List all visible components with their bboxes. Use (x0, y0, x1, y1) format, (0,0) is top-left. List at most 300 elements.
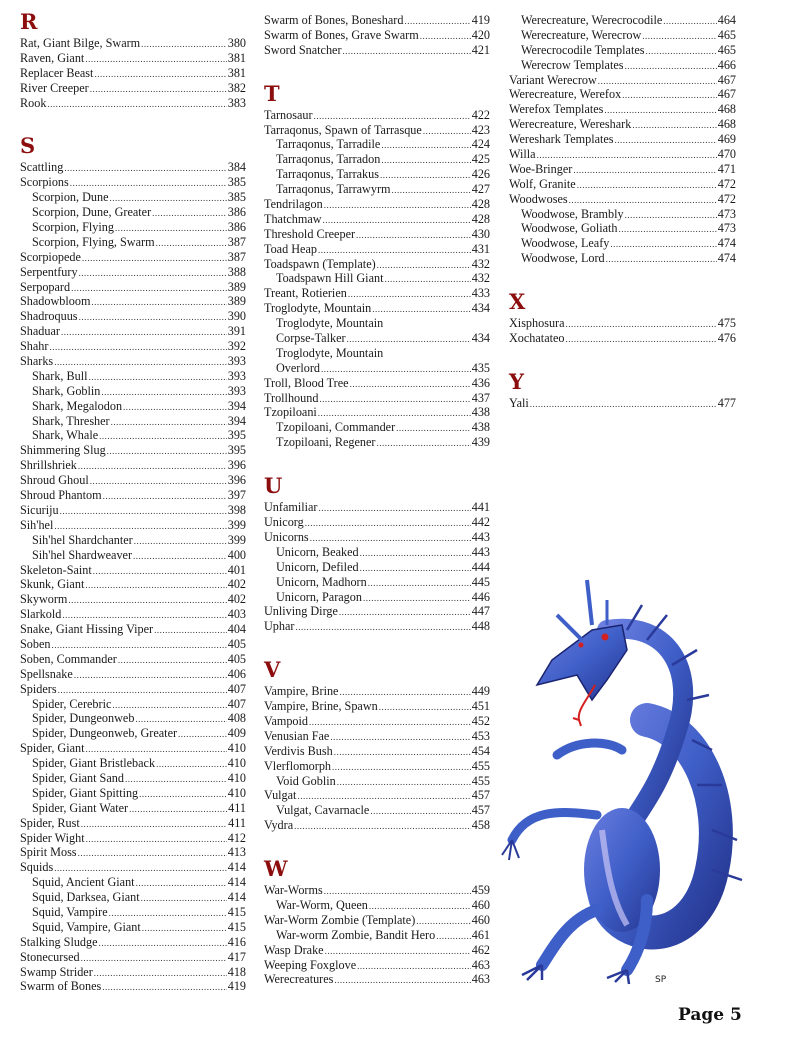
index-column-2 (264, 0, 490, 1009)
dot-leader (111, 415, 227, 430)
entry-name: Unicorn, Beaked (276, 544, 359, 559)
index-entry[interactable] (20, 175, 246, 190)
index-entry[interactable] (20, 875, 246, 890)
entry-page-number: 397 (227, 488, 246, 503)
entry-page-number: 445 (471, 574, 490, 589)
entry-page-number: 410 (227, 770, 246, 785)
entry-name: Tarnosaur (264, 107, 313, 122)
entry-name: Shimmering Slug (20, 443, 106, 458)
entry-page-number: 457 (471, 803, 490, 818)
entry-name: Stonecursed (20, 949, 80, 964)
index-entry[interactable] (20, 220, 246, 235)
dot-leader (369, 899, 471, 914)
dot-leader (129, 802, 227, 817)
dot-leader (420, 29, 471, 44)
index-entry[interactable] (264, 420, 490, 435)
index-entry[interactable] (264, 818, 490, 833)
entry-page-number: 473 (717, 206, 736, 221)
index-entry[interactable] (20, 309, 246, 324)
dot-leader (85, 578, 226, 593)
index-entry[interactable] (20, 280, 246, 295)
entry-page-number: 405 (227, 636, 246, 651)
index-entry[interactable] (264, 759, 490, 774)
dot-leader (71, 281, 227, 296)
index-entry[interactable] (20, 369, 246, 384)
dot-leader (54, 355, 227, 370)
index-entry[interactable] (264, 898, 490, 913)
index-entry[interactable] (264, 242, 490, 257)
index-entry[interactable] (20, 324, 246, 339)
index-entry[interactable] (20, 354, 246, 369)
index-entry[interactable] (20, 682, 246, 697)
index-entry[interactable] (509, 177, 736, 192)
entry-page-number: 408 (227, 711, 246, 726)
dot-leader (94, 966, 227, 981)
index-entry[interactable] (20, 845, 246, 860)
index-entry[interactable] (264, 346, 490, 361)
entry-name: Shark, Goblin (32, 383, 101, 398)
entry-name: Woodwose, Brambly (521, 206, 624, 221)
entry-page-number: 414 (227, 860, 246, 875)
section-letter-heading: Y (509, 368, 524, 394)
index-entry[interactable] (20, 81, 246, 96)
entry-page-number: 403 (227, 607, 246, 622)
entry-name: Skunk, Giant (20, 577, 85, 592)
entry-page-number: 428 (471, 197, 490, 212)
index-entry[interactable] (20, 265, 246, 280)
index-entry[interactable] (509, 162, 736, 177)
entry-name: Shark, Megalodon (32, 398, 123, 413)
entry-page-number: 385 (227, 190, 246, 205)
entry-name: Unfamiliar (264, 500, 318, 515)
index-entry[interactable] (509, 331, 736, 346)
index-entry[interactable] (20, 711, 246, 726)
index-entry[interactable] (509, 43, 736, 58)
entry-name: Squid, Ancient Giant (32, 875, 135, 890)
dot-leader (377, 436, 471, 451)
index-entry[interactable] (20, 384, 246, 399)
entry-page-number: 387 (227, 249, 246, 264)
index-entry[interactable] (20, 160, 246, 175)
dot-leader (324, 884, 471, 899)
index-entry[interactable] (20, 860, 246, 875)
index-entry[interactable] (509, 207, 736, 222)
index-entry[interactable] (264, 43, 490, 58)
index-entry[interactable] (264, 331, 490, 346)
index-entry[interactable] (264, 958, 490, 973)
index-entry[interactable] (264, 560, 490, 575)
dot-leader (82, 251, 227, 266)
index-entry[interactable] (20, 563, 246, 578)
index-entry[interactable] (20, 697, 246, 712)
entry-name: Tarraqonus, Tarrakus (276, 167, 379, 182)
entry-name: Sih'hel Shardweaver (32, 547, 133, 562)
index-entry[interactable] (20, 235, 246, 250)
index-entry[interactable] (509, 28, 736, 43)
index-entry[interactable] (264, 928, 490, 943)
dot-leader (632, 118, 716, 133)
dot-leader (49, 340, 226, 355)
index-entry[interactable] (264, 545, 490, 560)
index-entry[interactable] (264, 167, 490, 182)
dot-leader (436, 929, 471, 944)
entry-page-number: 384 (227, 160, 246, 175)
dot-leader (577, 178, 717, 193)
entry-page-number: 477 (717, 395, 736, 410)
section-u (264, 472, 490, 634)
entry-name: Tendrilagon (264, 197, 323, 212)
entry-name: Scorpiopede (20, 249, 81, 264)
index-entry[interactable] (20, 205, 246, 220)
index-entry[interactable] (20, 339, 246, 354)
index-entry[interactable] (20, 428, 246, 443)
entry-page-number: 415 (227, 904, 246, 919)
index-entry[interactable] (20, 652, 246, 667)
section-letter-heading: R (20, 9, 38, 34)
dot-leader (90, 474, 227, 489)
index-entry[interactable] (20, 592, 246, 607)
dot-leader (125, 772, 227, 787)
entry-page-number: 410 (227, 785, 246, 800)
entry-page-number: 454 (471, 743, 490, 758)
index-entry[interactable] (20, 66, 246, 81)
index-entry[interactable] (264, 137, 490, 152)
entry-page-number: 412 (227, 830, 246, 845)
index-column-3 (509, 0, 736, 433)
dot-leader (569, 193, 717, 208)
entry-page-number: 394 (227, 413, 246, 428)
index-entry[interactable] (264, 316, 490, 331)
entry-name: Toadspawn Hill Giant (276, 271, 384, 286)
entry-page-number: 457 (471, 788, 490, 803)
index-entry[interactable] (20, 905, 246, 920)
index-entry[interactable] (20, 771, 246, 786)
entry-page-number: 460 (471, 912, 490, 927)
entry-page-number: 434 (471, 301, 490, 316)
dot-leader (384, 272, 470, 287)
index-entry[interactable] (264, 913, 490, 928)
entry-name: Swarm of Bones (20, 979, 102, 994)
index-entry[interactable] (20, 518, 246, 533)
index-entry[interactable] (264, 28, 490, 43)
index-entry[interactable] (20, 816, 246, 831)
entry-name: Werecreature, Werefox (509, 87, 622, 102)
dot-leader (68, 593, 226, 608)
dot-leader (368, 576, 471, 591)
index-entry[interactable] (264, 405, 490, 420)
index-entry[interactable] (20, 250, 246, 265)
index-entry[interactable] (264, 108, 490, 123)
entry-name: Sharks (20, 354, 54, 369)
section-w (264, 855, 490, 987)
index-entry[interactable] (509, 221, 736, 236)
index-entry[interactable] (264, 619, 490, 634)
entry-page-number: 402 (227, 592, 246, 607)
index-entry[interactable] (509, 147, 736, 162)
dot-leader (537, 148, 717, 163)
index-entry[interactable] (264, 972, 490, 987)
index-entry[interactable] (264, 212, 490, 227)
dot-leader (142, 921, 227, 936)
index-entry[interactable] (264, 301, 490, 316)
dot-leader (360, 546, 471, 561)
index-entry[interactable] (264, 271, 490, 286)
index-entry[interactable] (264, 803, 490, 818)
index-entry[interactable] (509, 192, 736, 207)
index-entry[interactable] (20, 965, 246, 980)
index-entry[interactable] (509, 396, 736, 411)
index-entry[interactable] (20, 458, 246, 473)
entry-name: Replacer Beast (20, 65, 94, 80)
index-entry[interactable] (509, 13, 736, 28)
entry-name: Swarm of Bones, Boneshard (264, 13, 404, 27)
dot-leader (90, 82, 227, 97)
index-entry[interactable] (264, 376, 490, 391)
index-entry[interactable] (264, 604, 490, 619)
index-entry[interactable] (20, 890, 246, 905)
entry-name: Weeping Foxglove (264, 957, 357, 972)
dot-leader (381, 153, 470, 168)
entry-page-number: 424 (471, 137, 490, 152)
dragon-illustration (497, 570, 767, 990)
entry-name: Scorpion, Dune (32, 190, 109, 205)
entry-name: Slarkold (20, 607, 62, 622)
index-entry[interactable] (509, 236, 736, 251)
index-entry[interactable] (20, 786, 246, 801)
index-entry[interactable] (264, 391, 490, 406)
dot-leader (622, 88, 717, 103)
entry-name: Treant, Rotierien (264, 286, 347, 301)
entry-name: Unliving Dirge (264, 604, 338, 619)
entry-name: Squid, Darksea, Giant (32, 890, 140, 905)
dot-leader (81, 951, 227, 966)
dot-leader (619, 222, 717, 237)
index-entry[interactable] (509, 73, 736, 88)
index-entry[interactable] (20, 96, 246, 111)
index-entry[interactable] (264, 182, 490, 197)
entry-name: Werefox Templates (509, 102, 604, 117)
dot-leader (54, 519, 226, 534)
index-entry[interactable] (264, 590, 490, 605)
entry-name: Soben (20, 636, 51, 651)
dot-leader (133, 549, 227, 564)
dot-leader (102, 980, 226, 995)
index-entry[interactable] (509, 117, 736, 132)
entry-page-number: 395 (227, 443, 246, 458)
entry-name: Spider, Rust (20, 815, 80, 830)
entry-name: Spiders (20, 681, 57, 696)
index-entry[interactable] (264, 729, 490, 744)
entry-name: Spider, Giant Sand (32, 770, 124, 785)
index-entry[interactable] (264, 197, 490, 212)
index-entry[interactable] (509, 58, 736, 73)
index-entry[interactable] (264, 684, 490, 699)
index-entry[interactable] (20, 622, 246, 637)
entry-page-number: 415 (227, 919, 246, 934)
index-entry[interactable] (264, 227, 490, 242)
index-entry[interactable] (20, 637, 246, 652)
index-entry[interactable] (20, 950, 246, 965)
index-entry[interactable] (20, 51, 246, 66)
index-entry[interactable] (20, 548, 246, 563)
entry-page-number: 386 (227, 205, 246, 220)
entry-page-number: 381 (227, 50, 246, 65)
entry-name: Unicorns (264, 529, 309, 544)
index-entry[interactable] (264, 286, 490, 301)
entry-name: Woodwose, Leafy (521, 236, 610, 251)
index-entry[interactable] (264, 152, 490, 167)
entry-name: Xisphosura (509, 316, 565, 331)
entry-page-number: 425 (471, 152, 490, 167)
entry-page-number: 414 (227, 875, 246, 890)
dot-leader (110, 191, 227, 206)
entry-page-number: 441 (471, 500, 490, 515)
entry-name: Troglodyte, Mountain (276, 316, 384, 331)
dot-leader (112, 698, 226, 713)
dot-leader (334, 973, 470, 988)
entry-name: War-worm Zombie, Bandit Hero (276, 927, 436, 942)
entry-name: Troglodyte, Mountain (264, 301, 372, 316)
index-entry[interactable] (264, 699, 490, 714)
entry-page-number: 468 (717, 102, 736, 117)
index-entry[interactable] (264, 714, 490, 729)
index-entry[interactable] (509, 132, 736, 147)
section-letter-heading: S (20, 133, 36, 159)
dot-leader (318, 243, 471, 258)
index-entry[interactable] (264, 943, 490, 958)
index-entry[interactable] (509, 316, 736, 331)
index-entry[interactable] (20, 667, 246, 682)
entry-page-number: 449 (471, 684, 490, 699)
entry-name: Shrillshriek (20, 458, 77, 473)
entry-page-number: 472 (717, 176, 736, 191)
index-entry[interactable] (20, 577, 246, 592)
index-entry[interactable] (20, 741, 246, 756)
index-entry[interactable] (264, 435, 490, 450)
index-entry[interactable] (20, 443, 246, 458)
entry-name: Spellsnake (20, 666, 73, 681)
index-entry[interactable] (20, 399, 246, 414)
dot-leader (380, 168, 471, 183)
entry-page-number: 458 (471, 818, 490, 833)
dot-leader (60, 504, 227, 519)
entry-page-number: 442 (471, 515, 490, 530)
entry-name: Scorpion, Flying, Swarm (32, 234, 155, 249)
index-entry[interactable] (20, 920, 246, 935)
entry-page-number: 402 (227, 577, 246, 592)
entry-page-number: 419 (227, 979, 246, 994)
index-entry[interactable] (20, 503, 246, 518)
entry-page-number: 392 (227, 339, 246, 354)
dot-leader (314, 109, 471, 124)
index-entry[interactable] (509, 87, 736, 102)
entry-page-number: 414 (227, 890, 246, 905)
index-entry[interactable] (20, 607, 246, 622)
entry-page-number: 465 (717, 42, 736, 57)
entry-page-number: 388 (227, 264, 246, 279)
entry-page-number: 472 (717, 191, 736, 206)
index-entry[interactable] (20, 979, 246, 994)
entry-page-number: 455 (471, 773, 490, 788)
index-entry[interactable] (20, 294, 246, 309)
entry-page-number: 389 (227, 294, 246, 309)
entry-name: Vampire, Brine (264, 684, 339, 699)
entry-name: Snake, Giant Hissing Viper (20, 622, 154, 637)
index-entry[interactable] (264, 774, 490, 789)
index-entry[interactable] (20, 831, 246, 846)
dot-leader (337, 775, 471, 790)
entry-page-number: 413 (227, 845, 246, 860)
index-entry[interactable] (20, 533, 246, 548)
entry-page-number: 400 (227, 547, 246, 562)
index-entry[interactable] (20, 488, 246, 503)
index-entry[interactable] (264, 500, 490, 515)
index-entry[interactable] (509, 251, 736, 266)
dot-leader (615, 133, 717, 148)
entry-name: Tarraqonus, Tarrawyrm (276, 182, 391, 197)
index-entry[interactable] (264, 530, 490, 545)
index-entry[interactable] (264, 744, 490, 759)
dot-leader (606, 252, 717, 267)
index-entry[interactable] (264, 257, 490, 272)
entry-name: Skyworm (20, 592, 68, 607)
dot-leader (663, 14, 716, 29)
section-t (264, 80, 490, 450)
entry-name: Tarraqonus, Tarradon (276, 152, 381, 167)
entry-name: Shark, Thresher (32, 413, 110, 428)
entry-page-number: 476 (717, 331, 736, 346)
index-entry[interactable] (20, 473, 246, 488)
entry-name: Woodwoses (509, 191, 568, 206)
entry-page-number: 448 (471, 619, 490, 634)
index-entry[interactable] (20, 726, 246, 741)
index-entry[interactable] (264, 788, 490, 803)
entry-name: Serpentfury (20, 264, 78, 279)
entry-page-number: 467 (717, 72, 736, 87)
index-entry[interactable] (20, 190, 246, 205)
index-entry[interactable] (20, 935, 246, 950)
index-entry[interactable] (264, 575, 490, 590)
entry-name: Unicorn, Madhorn (276, 574, 367, 589)
entry-name: Werecreatures (264, 972, 334, 987)
entry-name: Woodwose, Lord (521, 251, 605, 266)
index-entry[interactable] (509, 102, 736, 117)
dot-leader (566, 332, 717, 347)
index-entry[interactable] (264, 515, 490, 530)
dot-leader (79, 310, 227, 325)
entry-page-number: 463 (471, 957, 490, 972)
dot-leader (54, 861, 227, 876)
dot-leader (70, 176, 227, 191)
index-entry[interactable] (264, 123, 490, 138)
index-entry[interactable] (20, 801, 246, 816)
entry-name: Werecreature, Werecrow (521, 27, 642, 42)
index-entry[interactable] (264, 361, 490, 376)
entry-name: Scorpion, Dune, Greater (32, 205, 152, 220)
index-entry[interactable] (264, 883, 490, 898)
index-entry[interactable] (20, 36, 246, 51)
entry-name: Woodwose, Goliath (521, 221, 618, 236)
entry-name: Shroud Phantom (20, 488, 102, 503)
dot-leader (318, 406, 471, 421)
entry-name: Overlord (276, 360, 320, 375)
dot-leader (297, 789, 470, 804)
index-entry[interactable] (20, 756, 246, 771)
index-entry[interactable] (20, 414, 246, 429)
index-entry[interactable] (264, 13, 490, 28)
entry-page-number: 443 (471, 544, 490, 559)
entry-page-number: 396 (227, 473, 246, 488)
